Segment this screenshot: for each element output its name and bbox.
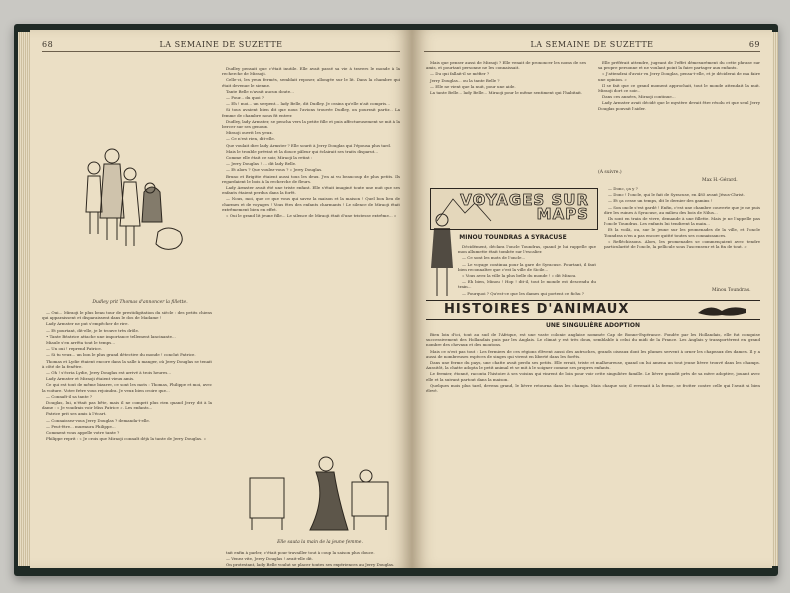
animaux-vignette: [694, 303, 750, 317]
paragraph: — Peut-être... murmura Philippe...: [46, 423, 116, 429]
paragraph: — Donc ! l'oncle, qui le fait de Syracuse, en 485 avant Jésus-Christ.: [608, 192, 745, 198]
paragraph: Lady Armster avait décidé que le mystère devait être résolu et que seul Jerry Douglas pouvait l'aider.: [598, 100, 760, 111]
paragraph: — Et pourtant, dit-elle, je le trouve très drôle.: [46, 327, 140, 333]
page-edges-left: [18, 32, 30, 566]
left-running-header: [42, 40, 400, 52]
paragraph: — Le voyage continua pour la gare de Syracuse. Pourtant, il faut bien reconnaître que c'est la ville de Sicile...: [458, 261, 596, 272]
paragraph: Miaule s'en arrêta tout le temps...: [46, 340, 116, 346]
paragraph: Tante Belle n'avait aucun doute...: [226, 88, 294, 94]
paragraph: Miraoji ouvrit les yeux.: [226, 130, 273, 136]
paragraph: — Donc, ça y ?: [608, 186, 638, 191]
right-top-column-1: [426, 60, 586, 180]
paragraph: — Pour... du quoi ?: [226, 95, 264, 101]
paragraph: Dans une ferme du pays, une chatte avait perdu ses petits. Elle errait, triste et malheureuse, quand on lui amena un tout jeune lièvre trouvé dans les champs. Aussitôt, la chatte adopta le petit animal et se mit à le soigner comme ses propres enfants.: [426, 360, 760, 371]
paragraph: La tante Belle... lady Belle... Miraoji pour le même sentiment qui l'habitait.: [430, 90, 583, 96]
paragraph: — Si tu veux... un bon le plus grand détective du monde ! conclut Patrice.: [46, 352, 196, 358]
right-top-signature: (A suivre.): [598, 170, 622, 175]
paragraph: Patrice prit ses amis à l'écart.: [46, 411, 107, 417]
paragraph: Si tous avaient bien dit que nous l'avions trouvée Dudley, on pourrait partir... La femme de chambre nous fit entrer.: [222, 107, 400, 118]
paragraph: Elle préférait attendre, jugeant de l'effet démesurément du cette phrase sur sa propre personne et ne voulant point la faire partager aux enfants.: [598, 60, 760, 71]
paragraph: Celle-ci, les yeux fermés, semblait reposer, allongée sur le lit. Dans la chambre qui était devenue le sienne.: [222, 77, 400, 88]
paragraph: Mais le trouble prévint et la douce pâleur qui éclairait ses traits disparut...: [226, 148, 379, 154]
animaux-article-title: UNE SINGULIÈRE ADOPTION: [546, 322, 640, 329]
paragraph: Le fermier, étonné, raconta l'histoire à ses voisins qui vinrent de loin pour voir cette singulière famille. Le lièvre grandit près de sa mère adoptive, jouant avec elle et la suivant partout dans la maison.: [426, 371, 760, 382]
paragraph: — Connaissez-vous Jerry Douglas ? demanda-t-elle.: [46, 417, 151, 423]
left-page: [30, 30, 412, 568]
voyages-column-2: [604, 186, 760, 286]
paragraph: Jerry Douglas... ou la tante Belle ?: [430, 77, 500, 83]
illustration-girl-standing: [428, 210, 456, 310]
paragraph: Mais que penser aussi de Miraoji ? Elle venait de prononcer les noms de ses amis, et pourtant personne ne les connaissait.: [426, 60, 586, 71]
paragraph: « J'attendrai d'avoir vu Jerry Douglas, pensa-t-elle, et je déciderai de ma faire une opinion. »: [598, 71, 760, 82]
left-caption-bottom: Elle sauta la main de la jeune femme.: [277, 540, 363, 545]
left-column-3: [222, 550, 400, 568]
paragraph: — Oh ! s'écria Lydie, Jerry Douglas est arrivé à trois heures...: [46, 370, 172, 376]
paragraph: [458, 297, 596, 298]
left-column-2: [222, 66, 400, 446]
paragraph: « Oui le grand lit jeune fille... Le silence de Miraoji était d'une tristesse extrême... »: [226, 213, 397, 219]
paragraph: — Et ça cesse un temps, dit le dernier des gamins !: [608, 198, 713, 204]
paragraph: Bruno et Brigitte étaient aussi tous les deux. J'en ai vu beaucoup de plus petits. Ils regardaient le bois à la recherche de fleurs.: [222, 173, 400, 184]
paragraph: On protestant, lady Belle voulut se placer toutes ses expériences au Jerry Douglas.: [226, 562, 395, 568]
right-top-author: Max H.-Gérard.: [702, 178, 738, 183]
paragraph: — Nous, moi, que ce que vous qui savez la maison et la maison ! Quel bon lieu de charmes et de voyages ! Vous êtes des enfants charmants ! Le silence de Miraoji était extrêmement bien en effet.: [222, 196, 400, 212]
paragraph: — Eh ! moi... un serpent... lady Belle, dit Dudley. Je crains qu'elle n'ait compris...: [226, 101, 390, 107]
right-page: [412, 30, 772, 568]
paragraph: — Eh bien, Minou ! Hop ! dit-il, tout le monde est descendu du train...: [458, 279, 596, 290]
paragraph: Que voulait dire lady Armster ? Elle sourit à Jerry Douglas qui l'épousa plus tard.: [226, 142, 392, 148]
right-page-number: 69: [748, 40, 760, 49]
paragraph: — Son oncle s'est gardé ! Enfin, c'est une chambre couverte que je ne puis dire les ruines à Syracuse, au milieu des bois de Nilus...: [604, 204, 760, 215]
right-running-header: [424, 40, 760, 52]
paragraph: — Jerry Douglas ! ... dit lady Belle.: [226, 161, 297, 167]
paragraph: Douglas, lui, n'était pas bête, mais il ne comprit plus rien quand Jerry dit à la dame : « Je voudrais voir Miss Patrice ». Les enfants...: [42, 400, 212, 411]
left-running-title: LA SEMAINE DE SUZETTE: [159, 40, 283, 49]
paragraph: Philippe reprit : « Je crois que Miraoji connaît déjà la tante de Jerry Douglas. »: [46, 436, 207, 442]
paragraph: « Vous avez la ville la plus belle du monde ! » dit Minou.: [462, 273, 577, 279]
paragraph: Comme elle était ce soir, Miraoji la retint :: [226, 155, 313, 161]
paragraph: Dudley, lady Armster, se pencha vers la petite fille et puis affectueusement se mit à la bercer sur ses genoux.: [222, 118, 400, 130]
paragraph: Décidément, déclara l'oncle Toundras, quand je lui rappelle que mon allumette était tombée sur l'escalier.: [458, 244, 596, 255]
voyages-column-1: [458, 244, 596, 298]
paragraph: Quelques mois plus tard, devenu grand, le lièvre retourna dans les champs. Mais chaque soir, il revenait à la ferme, se frotter contre celle qui l'avait si bien élevé.: [426, 382, 760, 394]
paragraph: « Refléchissons. Alors, les promenades se commençaient avec tendre particularité de l'oncle, la pellicule sous l'ascenseur et la fin de tout. »: [604, 238, 760, 250]
animaux-banner: [426, 300, 760, 320]
paragraph: — Du qui fallait-il se méfier ?: [430, 71, 490, 77]
paragraph: Ils sont en train de vivre, demande à une fillette. Mais je ne l'appelle pas l'oncle Toundras. Les enfants lui tendirent la main...: [604, 216, 760, 227]
paragraph: Dans ces années, Miraoji continue...: [602, 94, 676, 100]
illustration-children-dog: [74, 122, 198, 292]
illustration-bedside-scene: [230, 438, 398, 538]
paragraph: Dudley pensait que c'était inutile. Elle avait passé sa vie à travers le monde à la recherche de Miraoji.: [222, 66, 400, 77]
paragraph: — Ce n'est rien, dit-elle.: [226, 136, 275, 142]
paragraph: Thomas et Lydie étaient encore dans la salle à manger, où Jerry Douglas se tenait à côté de la fenêtre.: [42, 358, 212, 369]
paragraph: Comment vous appelle votre tante ?: [46, 430, 120, 436]
right-running-title: LA SEMAINE DE SUZETTE: [530, 40, 654, 49]
paragraph: Bien loin d'ici, tout au sud de l'Afrique, est une vaste colonie anglaise nommée Cap de Bonne-Espérance. Fondée par les Hollandais, elle fut conquise successivement des Hollandais puis par les Anglais. Le climat y est très doux, semblable à celui du midi de la France. Les Anglais y transportèrent en grand nombre des chevaux et des moutons.: [426, 332, 760, 348]
left-column-1: [42, 310, 212, 560]
paragraph: — Pourquoi ? Qu'est-ce que les dames qui portent ce fichu ?: [462, 290, 584, 296]
animaux-banner-text: HISTOIRES D'ANIMAUX: [444, 302, 630, 317]
voyages-signature: Minou Toundras.: [712, 288, 751, 293]
paragraph: Mais ce n'est pas tout : Les fermiers de ces régions élèvent aussi des autruches, grands oiseaux dont les plumes servent à orner les chapeaux des dames. Il y a aussi de nombreuses espèces de singes qui vivent en liberté dans les forêts.: [426, 348, 760, 359]
paragraph: Ce qui est tout de même bizarre, ce sont les mots : Thomas, Philippe et moi, avec la voiture. Votre frère vous rejoindra. Je veux bien croire que...: [42, 382, 212, 393]
paragraph: — Venez vite, Jerry Douglas ! avait-elle dit.: [226, 556, 314, 562]
paragraph: — Elle ne vient que la nuit, pour une aide.: [430, 83, 516, 89]
paragraph: Lady Armster et Miraoji étaient vieux amis.: [46, 376, 135, 382]
right-top-column-2: [598, 60, 760, 168]
paragraph: — Oui... Miraoji le plus beau tour de prestidigitation du siècle : des petits chiens qui apparaissent et disparaissent dans le dos de Madame !: [42, 310, 212, 321]
paragraph: • Tante Béatrice attache une importance tellement lancinante...: [46, 333, 176, 339]
voyages-banner-text: VOYAGES SUR MAPS: [460, 191, 589, 223]
paragraph: Et la voilà, ou, sur le jeune sur les promenades de la ville, et l'oncle Toundras n'en a pas encore quitté toutes ses connaissances.: [604, 227, 760, 238]
animaux-body: [426, 332, 760, 562]
paragraph: Lady Armster ne put s'empêcher de rire.: [46, 321, 129, 327]
left-page-number: 68: [42, 40, 54, 49]
paragraph: tait enfin à parler, c'était pour travailler tout à coup la saison plus douce.: [226, 550, 375, 555]
paragraph: — Et alors ? Que voulez-vous ? » Jerry Douglas.: [226, 167, 323, 173]
paragraph: Lady Armster avait été une triste enfant. Elle s'était imaginé toute une nuit que ses enfants étaient perdus dans la forêt.: [222, 185, 400, 196]
paragraph: — Ce sont les mots de l'oncle...: [462, 255, 526, 261]
paragraph: — Un oui ! reprend Patrice.: [46, 346, 103, 352]
voyages-title: MINOU TOUNDRAS A SYRACUSE: [459, 234, 567, 241]
paragraph: — Connaît-il sa tante ?: [46, 393, 93, 399]
left-caption-top: Dudley prit Thomas d'annoncer la fillette.: [92, 300, 188, 305]
paragraph: Il se fait que ce grand moment approchait, tout le monde attendait la nuit. Miraoji dort ce soir...: [598, 82, 760, 94]
